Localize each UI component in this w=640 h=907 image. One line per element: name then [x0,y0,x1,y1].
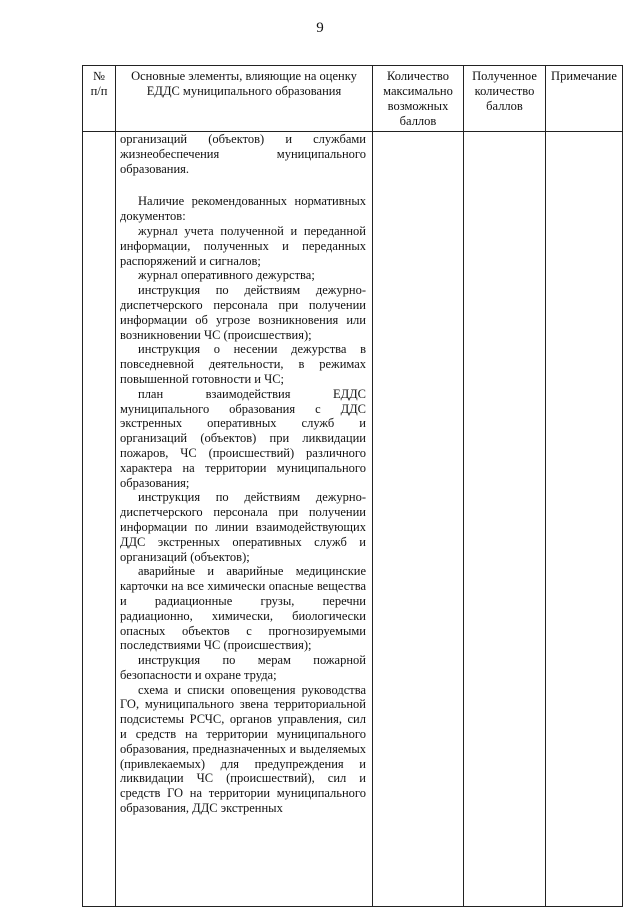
page-number: 9 [316,20,324,36]
body-paragraph: схема и списки оповещения руководства ГО, муниципального звена территориальной подсистемы РСЧС, органов управления, сил и средств на территории муниципального образования, предназначенных и выделяемых (привлекаемых) для предупреждения и ликвидации ЧС (происшествий), сил и средств ГО на территории муниципального образования, ДДС экстренных [120,682,366,816]
body-paragraph: инструкция по мерам пожарной безопасности и охране труда; [120,653,366,682]
header-elements: Основные элементы, влияющие на оценку ЕДДС муниципального образования [116,66,373,132]
body-paragraph: инструкция о несении дежурства в повседневной деятельности, в режимах повышенной готовности и ЧС; [120,342,366,386]
header-max-points: Количество максимально возможных баллов [373,66,464,132]
table-row [83,132,623,907]
body-paragraph: инструкция по действиям дежурно-диспетчерского персонала при получении информации об угрозе возникновения или возникновении ЧС (происшествия); [120,283,366,342]
evaluation-table [82,65,623,907]
header-received-points: Полученное количество баллов [464,66,546,132]
header-number: № п/п [83,66,116,132]
body-paragraph: инструкция по действиям дежурно-диспетчерского персонала при получении информации по линии взаимодействующих ДДС экстренных оперативных служб и организаций (объектов); [120,490,366,564]
body-paragraph: организаций (объектов) и службами жизнеобеспечения муниципального образования. [120,132,366,176]
cell-note [546,132,623,907]
body-paragraph: аварийные и аварийные медицинские карточки на все химически опасные вещества и радиационные грузы, перечни радиационно, химически, биологически опасных объектов с прогнозируемыми последствиями ЧС (происшествия); [120,564,366,653]
cell-max-points [373,132,464,907]
body-paragraph: журнал оперативного дежурства; [138,268,315,283]
header-note: Примечание [546,66,623,132]
cell-elements [116,132,373,907]
cell-received-points [464,132,546,907]
table-header-row [83,66,623,132]
body-paragraph: план взаимодействия ЕДДС муниципального образования с ДДС экстренных оперативных служб и организаций (объектов) при ликвидации пожаров, ЧС (происшествий) различного характера на территории муниципального образования; [120,386,366,490]
body-paragraph: журнал учета полученной и переданной информации, полученных и переданных распоряжений и сигналов; [120,223,366,268]
body-paragraph: Наличие рекомендованных нормативных документов: [120,194,366,224]
